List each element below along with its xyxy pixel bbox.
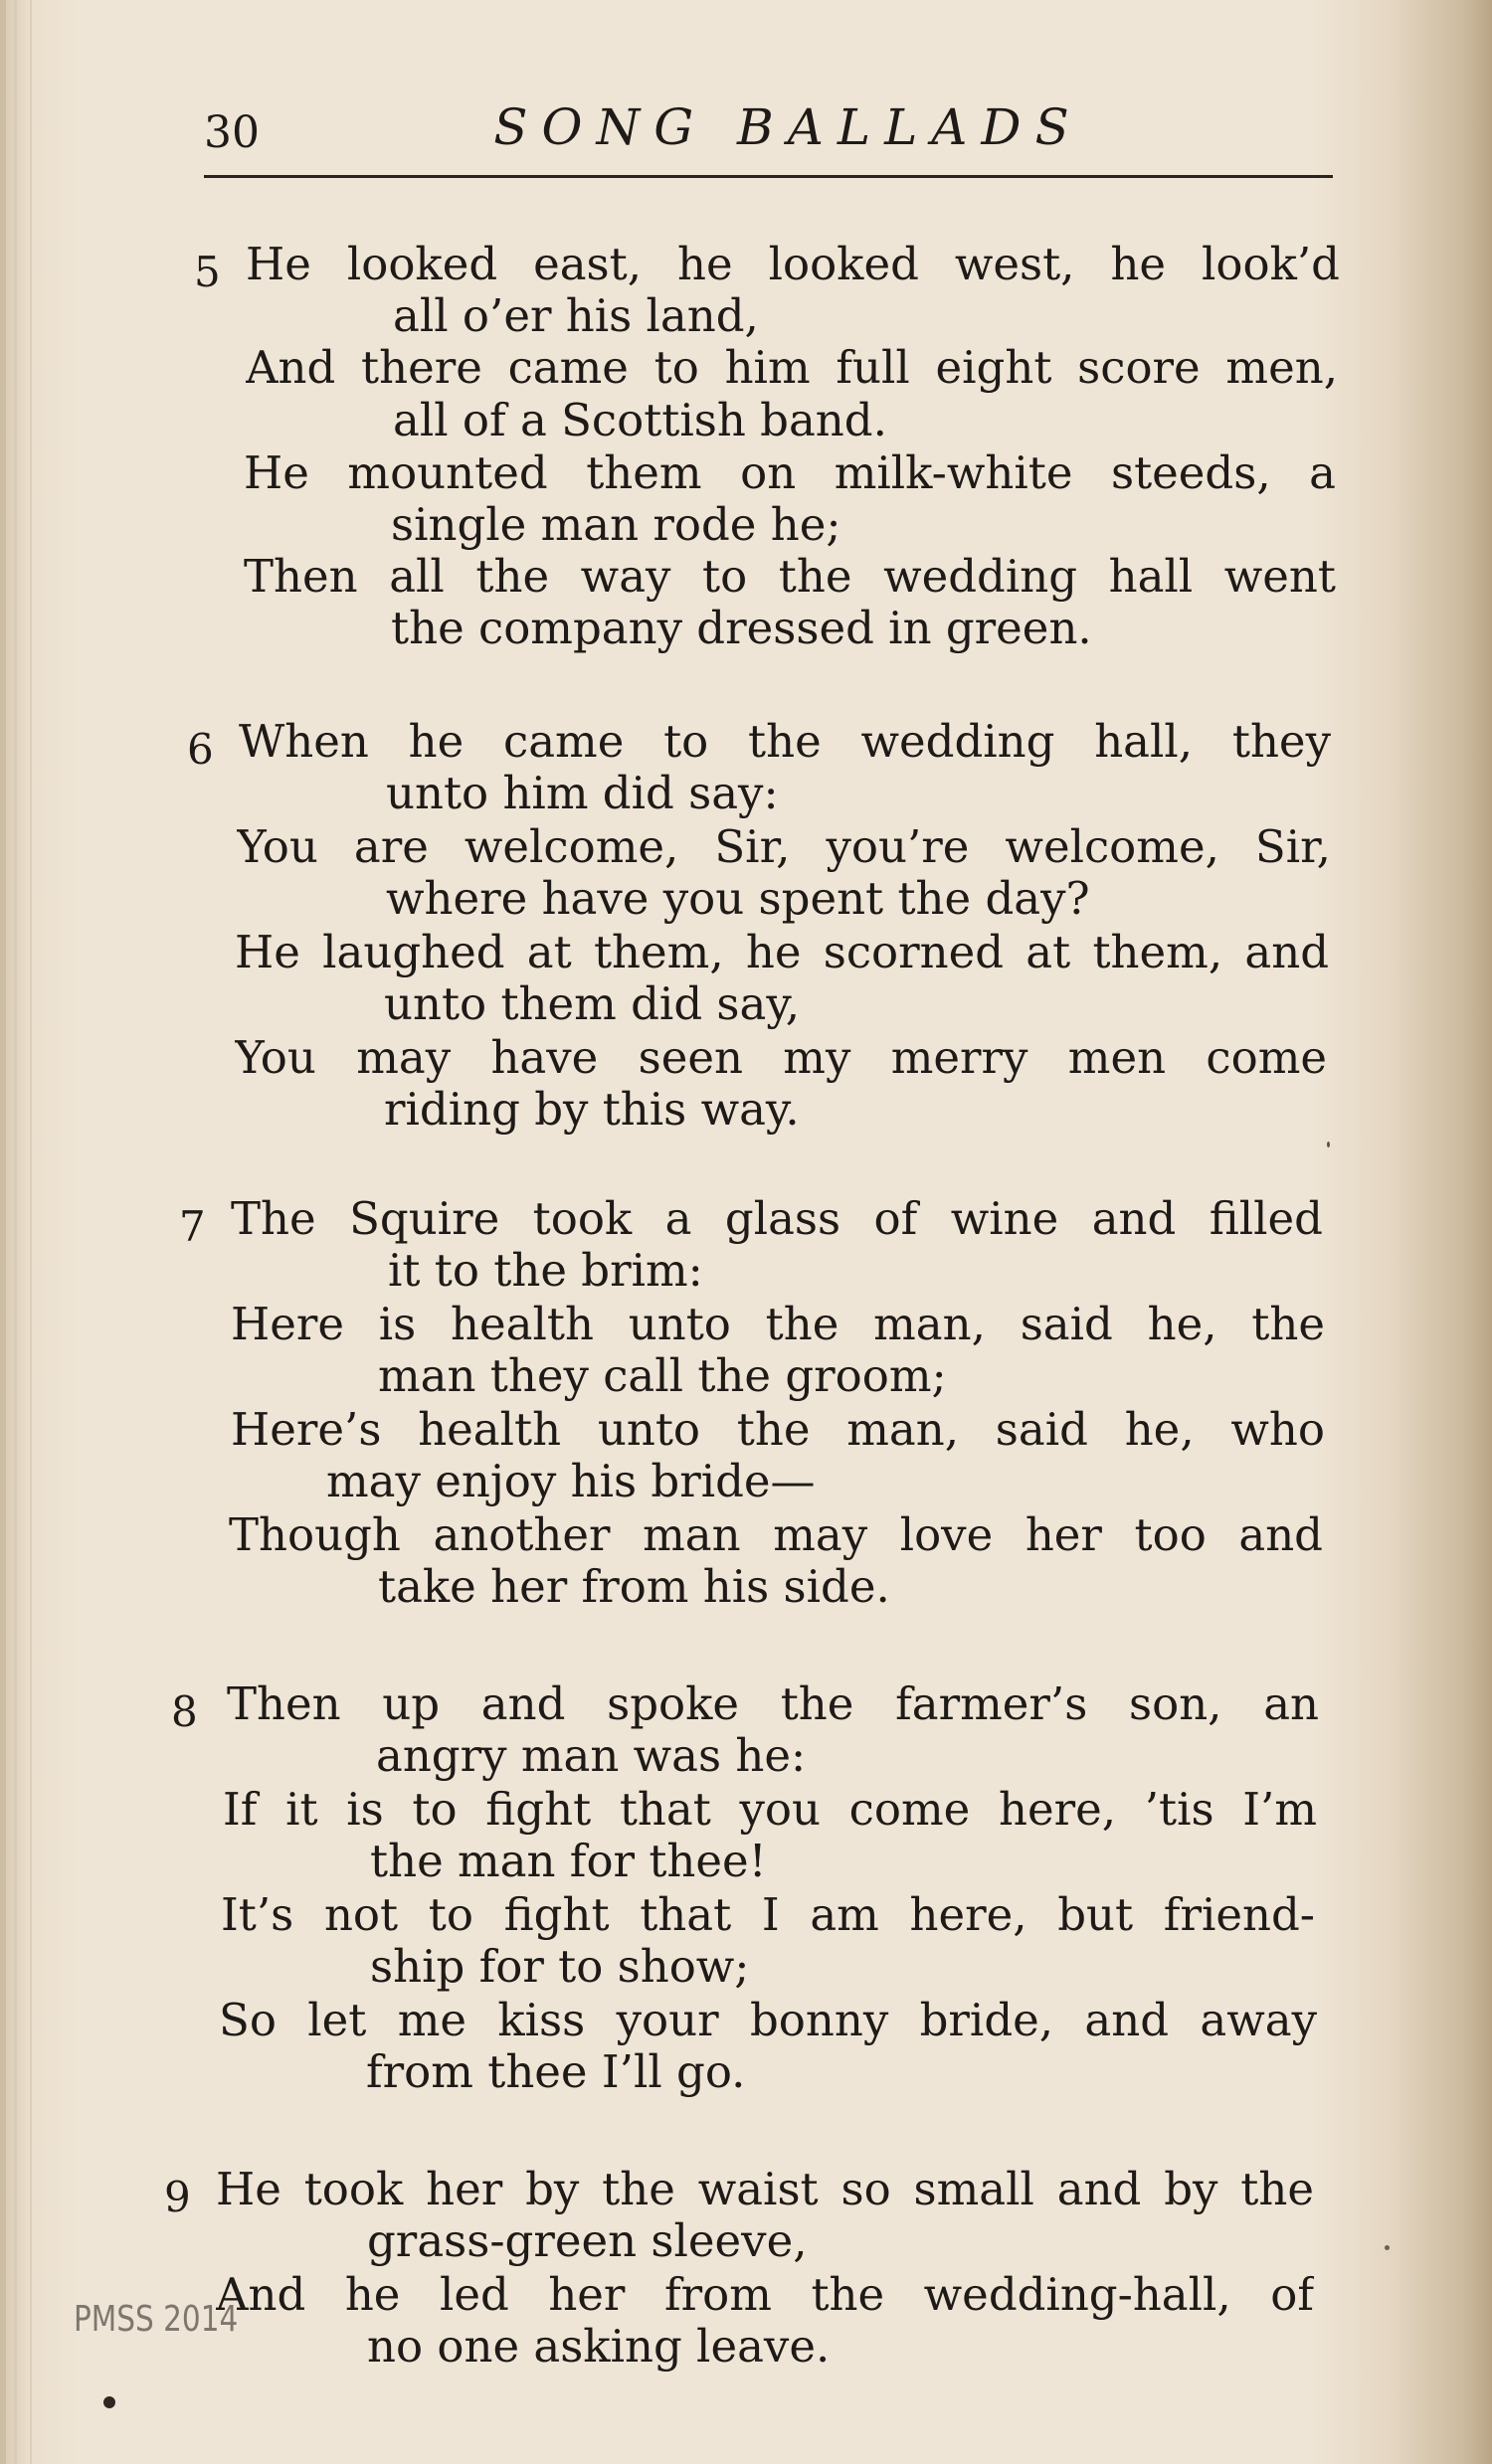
verse-line: man they call the groom; <box>378 1349 947 1402</box>
verse-line: may enjoy his bride— <box>326 1455 816 1507</box>
verse-line: unto him did say: <box>386 767 779 819</box>
verse-line: unto them did say, <box>384 977 801 1030</box>
stanza-number: 6 <box>187 725 214 774</box>
verse-line: the man for thee! <box>370 1835 767 1887</box>
stanza-number: 5 <box>194 248 221 296</box>
verse-line: He looked east, he looked west, he look’d <box>246 239 1340 290</box>
page-number: 30 <box>204 107 260 158</box>
verse-line: riding by this way. <box>384 1083 800 1136</box>
watermark: PMSS 2014 <box>74 2299 239 2340</box>
binding-edge <box>0 0 6 2464</box>
verse-line: single man rode he; <box>391 498 841 551</box>
verse-line: from thee I’ll go. <box>366 2045 746 2098</box>
verse-line: He mounted them on milk-white steeds, a <box>244 447 1336 499</box>
verse-line: He took her by the waist so small and by the <box>216 2164 1314 2215</box>
ink-speck <box>1385 2245 1390 2250</box>
verse-line: It’s not to fight that I am here, but friend- <box>221 1889 1315 1941</box>
verse-line: And there came to him full eight score men, <box>246 342 1338 394</box>
header-rule <box>204 175 1333 178</box>
ink-speck <box>103 2396 115 2408</box>
verse-line: Though another man may love her too and <box>229 1509 1323 1561</box>
verse-line: Here is health unto the man, said he, the <box>231 1299 1325 1350</box>
running-title: SONG BALLADS <box>493 98 1083 156</box>
page-header <box>204 88 1333 179</box>
verse-line: all o’er his land, <box>393 289 759 342</box>
verse-line: Then up and spoke the farmer’s son, an <box>227 1678 1319 1730</box>
verse-line: You are welcome, Sir, you’re welcome, Sir, <box>237 821 1331 873</box>
verse-line: ship for to show; <box>370 1940 750 1993</box>
verse-line: the company dressed in green. <box>391 602 1092 654</box>
verse-line: And he led her from the wedding-hall, of <box>216 2269 1314 2321</box>
verse-line: angry man was he: <box>376 1729 807 1782</box>
verse-line: The Squire took a glass of wine and filled <box>231 1193 1323 1245</box>
verse-line: Here’s health unto the man, said he, who <box>231 1404 1325 1456</box>
verse-line: When he came to the wedding hall, they <box>239 716 1331 768</box>
verse-line: If it is to fight that you come here, ’tis I’m <box>223 1784 1317 1836</box>
stanza-number: 9 <box>164 2173 191 2221</box>
binding-edge <box>14 0 17 2464</box>
verse-line: So let me kiss your bonny bride, and away <box>219 1995 1317 2046</box>
verse-line: no one asking leave. <box>367 2320 831 2373</box>
verse-line: take her from his side. <box>378 1560 890 1613</box>
verse-line: He laughed at them, he scorned at them, and <box>235 927 1329 978</box>
ink-speck <box>1327 1142 1330 1147</box>
binding-edge <box>30 0 32 2464</box>
verse-line: it to the brim: <box>388 1244 703 1297</box>
stanza-number: 7 <box>179 1202 206 1251</box>
verse-line: all of a Scottish band. <box>393 394 887 446</box>
verse-line: You may have seen my merry men come <box>235 1032 1327 1084</box>
verse-line: where have you spent the day? <box>386 872 1090 925</box>
verse-line: Then all the way to the wedding hall went <box>244 551 1336 603</box>
stanza-number: 8 <box>171 1687 198 1736</box>
verse-line: grass-green sleeve, <box>367 2214 808 2267</box>
